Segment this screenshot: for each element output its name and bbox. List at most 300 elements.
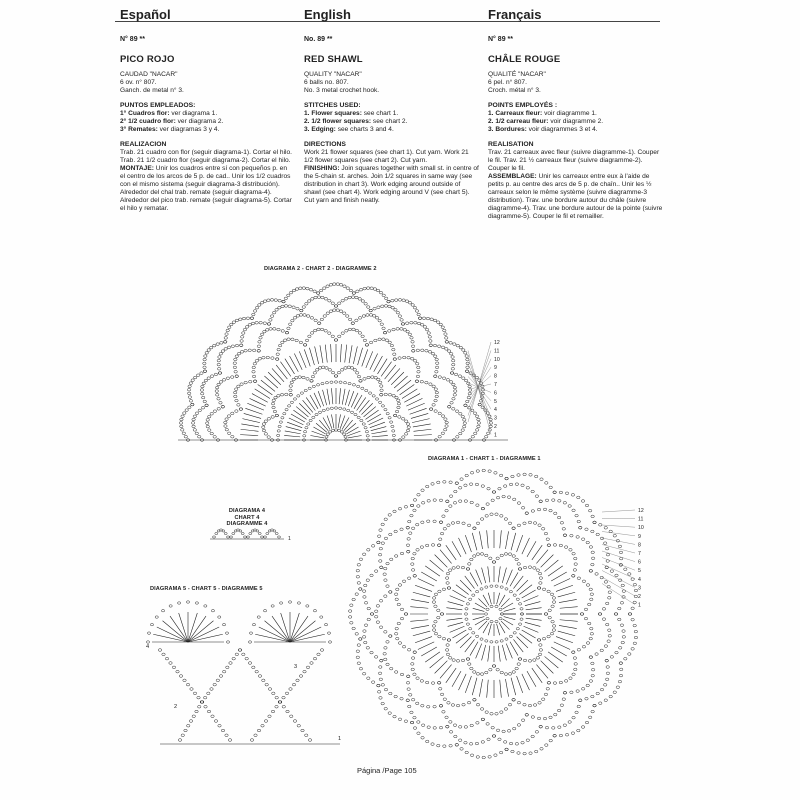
chain-arch [224, 348, 227, 351]
chain-stitch [257, 616, 260, 618]
stitch-item: 2. 1/2 carreau fleur: voir diagramme 2. [488, 118, 604, 125]
double-crochet [319, 420, 328, 431]
chain-arch [309, 288, 312, 291]
chain-arch [521, 719, 524, 722]
chain-arch [341, 332, 344, 335]
chain-arch [467, 701, 470, 704]
chain-arch [476, 504, 479, 507]
chain-arch [477, 422, 480, 425]
chain-arch [411, 345, 414, 348]
chain-arch [431, 352, 434, 355]
chain-arch [473, 527, 476, 530]
chain-stitch [282, 705, 285, 708]
chain-arch [608, 597, 611, 600]
chain-arch [382, 327, 385, 330]
chain-arch [398, 642, 401, 645]
chain-arch [285, 331, 288, 334]
double-crochet [362, 349, 368, 366]
chain-arch [287, 294, 290, 297]
chain-arch [394, 671, 397, 674]
chain-arch [267, 323, 270, 326]
chain-arch [533, 522, 536, 525]
chain-arch [427, 332, 430, 335]
chain-arch [459, 726, 462, 729]
chain-arch [528, 704, 531, 707]
chain-arch [383, 331, 386, 334]
chain-arch [456, 436, 459, 439]
chain-arch [270, 299, 273, 302]
chain-arch [446, 644, 449, 647]
chain-stitch [312, 385, 315, 387]
chain-arch [618, 545, 621, 548]
chain-arch [633, 601, 636, 604]
chain-arch [391, 306, 394, 309]
chain-arch [447, 702, 450, 705]
chain-arch [449, 721, 452, 724]
chain-stitch [203, 696, 206, 699]
chain-stitch [484, 613, 487, 615]
chain-arch [475, 742, 478, 745]
chain-arch [216, 343, 219, 346]
chain-arch [443, 329, 446, 332]
chain-arch [577, 496, 580, 499]
picot-chain [241, 532, 244, 534]
chain-arch [459, 432, 462, 435]
chain-arch [329, 310, 332, 313]
chain-arch [434, 593, 437, 596]
chain-arch [437, 609, 440, 612]
chain-stitch [146, 641, 149, 643]
chain-arch [336, 309, 339, 312]
chain-arch [439, 704, 442, 707]
chain-arch [381, 702, 384, 705]
chain-arch [367, 607, 370, 610]
double-crochet [482, 645, 486, 660]
chain-arch [552, 499, 555, 502]
chain-arch [581, 538, 584, 541]
chain-arch [192, 418, 195, 421]
double-crochet [532, 545, 542, 560]
chain-arch [421, 724, 424, 727]
chain-arch [475, 429, 478, 432]
double-crochet [261, 380, 275, 391]
chain-stitch [500, 586, 503, 588]
double-crochet [285, 431, 301, 434]
chain-arch [489, 557, 492, 560]
chain-stitch [176, 670, 179, 673]
chain-stitch [301, 729, 304, 732]
chain-arch [346, 287, 349, 290]
chain-arch [340, 369, 343, 372]
double-crochet [397, 380, 411, 391]
chain-arch [605, 659, 608, 662]
chain-arch [595, 653, 598, 656]
chain-arch [488, 756, 491, 759]
chain-stitch [226, 641, 229, 643]
chain-arch [432, 597, 435, 600]
chain-arch [427, 726, 430, 729]
chain-arch [539, 644, 542, 647]
chain-stitch [258, 675, 261, 678]
chain-arch [250, 317, 253, 320]
chain-arch [440, 693, 443, 696]
chain-stitch [305, 734, 308, 737]
chain-arch [205, 352, 208, 355]
chain-arch [355, 319, 358, 322]
chain-arch [227, 346, 230, 349]
chart1-row-label: 1 [638, 602, 641, 609]
chain-arch [380, 389, 383, 392]
chain-stitch [469, 628, 472, 630]
chain-arch [180, 418, 183, 421]
chain-arch [449, 381, 452, 384]
chain-arch [252, 370, 255, 373]
page-number: Página /Page 105 [357, 766, 417, 775]
chain-arch [289, 385, 292, 388]
double-crochet [551, 647, 567, 656]
chain-arch [447, 639, 450, 642]
chart1-row-label: 8 [638, 542, 641, 549]
double-crochet [340, 416, 345, 429]
chain-arch [395, 627, 398, 630]
chain-arch [220, 342, 223, 345]
chain-arch [434, 605, 437, 608]
chain-stitch [232, 657, 235, 660]
chain-stitch [186, 601, 189, 603]
material-quality: QUALITY "NACAR" [304, 71, 362, 78]
chain-arch [379, 560, 382, 563]
chain-arch [287, 338, 290, 341]
chain-arch [409, 532, 412, 535]
chain-arch [227, 415, 230, 418]
chain-arch [448, 657, 451, 660]
double-crochet [264, 376, 277, 388]
chain-arch [334, 305, 337, 308]
chain-arch [499, 751, 502, 754]
chain-arch [538, 524, 541, 527]
chain-arch [525, 714, 528, 717]
chain-arch [588, 622, 591, 625]
chain-arch [432, 601, 435, 604]
chain-arch [526, 486, 529, 489]
pattern-name: CHÂLE ROUGE [488, 54, 561, 65]
double-crochet [560, 607, 578, 609]
chain-arch [406, 429, 409, 432]
chain-stitch [315, 413, 318, 415]
chain-arch [382, 294, 385, 297]
directions-heading: DIRECTIONS [304, 141, 346, 148]
chain-arch [505, 748, 508, 751]
chain-arch [521, 507, 524, 510]
chain-arch [404, 506, 407, 509]
chain-arch [384, 647, 387, 650]
chain-stitch [228, 739, 231, 742]
chain-arch [618, 680, 621, 683]
finishing-text: FINISHING: Join squares together with small st. in centre of the 5-chain st. arches. Join 1/2 squares in same way (see distribution in chart 3). Work edging around outside of shawl (see chart 4). Work edging around V (see chart 5). Cut yarn and finish neatly. [304, 165, 479, 204]
double-crochet [504, 608, 516, 611]
chain-arch [394, 555, 397, 558]
chart1-row-label: 5 [638, 568, 641, 575]
double-crochet [556, 585, 573, 591]
chain-arch [334, 339, 337, 342]
chain-arch [460, 748, 463, 751]
chain-arch [490, 712, 493, 715]
chain-arch [387, 300, 390, 303]
chain-arch [586, 541, 589, 544]
chain-arch [454, 735, 457, 738]
chain-arch [252, 349, 255, 352]
double-crochet [465, 535, 471, 552]
chain-arch [432, 404, 435, 407]
double-crochet [331, 388, 332, 404]
chain-stitch [207, 710, 210, 713]
double-crochet [310, 395, 318, 409]
chain-arch [449, 481, 452, 484]
chain-arch [271, 416, 274, 419]
chain-arch [443, 527, 446, 530]
chain-arch [456, 521, 459, 524]
chart1-row-label: 2 [638, 594, 641, 600]
chain-arch [331, 335, 334, 338]
chain-arch [448, 569, 451, 572]
chain-arch [400, 528, 403, 531]
double-crochet [342, 389, 345, 405]
chain-arch [386, 663, 389, 666]
double-crochet [488, 646, 490, 662]
chain-arch [577, 648, 580, 651]
chain-arch [384, 537, 387, 540]
picot-chain [224, 532, 227, 534]
material-hook: Ganch. de metal n° 3. [120, 87, 184, 94]
chart2-row-label: 11 [494, 348, 500, 355]
chain-arch [233, 362, 236, 365]
chain-arch [235, 410, 238, 413]
chain-arch [242, 332, 245, 335]
chain-arch [533, 659, 536, 662]
chain-arch [446, 653, 449, 656]
chain-stitch [327, 632, 330, 634]
chain-arch [259, 336, 262, 339]
double-crochet [327, 416, 332, 429]
chain-arch [425, 328, 428, 331]
chain-arch [445, 716, 448, 719]
chain-arch [384, 707, 387, 710]
chain-arch [386, 585, 389, 588]
chain-arch [284, 305, 287, 308]
picot-chain [227, 536, 230, 538]
chain-arch [416, 549, 419, 552]
material-hook: No. 3 metal crochet hook. [304, 87, 380, 94]
double-crochet [479, 531, 482, 549]
chain-arch [432, 385, 435, 388]
chart2-row-label: 2 [494, 424, 497, 430]
stitches-heading: STITCHES USED: [304, 102, 361, 109]
chain-arch [416, 702, 419, 705]
chain-arch [245, 326, 248, 329]
chain-arch [202, 382, 205, 385]
chart5-row-label: 2 [174, 704, 178, 710]
chain-arch [634, 636, 637, 639]
chain-arch [542, 588, 545, 591]
chain-arch [262, 429, 265, 432]
chain-arch [396, 328, 399, 331]
chain-stitch [293, 398, 296, 400]
chain-arch [456, 344, 459, 347]
pattern-name: PICO ROJO [120, 54, 175, 65]
chain-arch [595, 573, 598, 576]
chain-stitch [490, 585, 493, 587]
chain-arch [413, 575, 416, 578]
double-crochet [517, 580, 528, 591]
chain-arch [416, 375, 419, 378]
chain-arch [622, 636, 625, 639]
chain-arch [496, 668, 499, 671]
chain-arch [417, 313, 420, 316]
chain-arch [378, 672, 381, 675]
chain-arch [531, 490, 534, 493]
double-crochet [303, 400, 313, 412]
chain-arch [331, 302, 334, 305]
chain-arch [443, 745, 446, 748]
chain-arch [602, 618, 605, 621]
chain-arch [475, 415, 478, 418]
chain-arch [439, 521, 442, 524]
chain-arch [185, 409, 188, 412]
chain-arch [195, 412, 198, 415]
chain-arch [537, 508, 540, 511]
chain-arch [553, 682, 556, 685]
chain-arch [362, 590, 365, 593]
chain-arch [213, 436, 216, 439]
chain-arch [364, 584, 367, 587]
chain-arch [266, 356, 269, 359]
chain-arch [204, 379, 207, 382]
chain-stitch [520, 618, 523, 620]
double-crochet [242, 419, 260, 423]
chain-arch [496, 496, 499, 499]
chain-arch [528, 521, 531, 524]
chain-arch [410, 504, 413, 507]
chain-arch [232, 321, 235, 324]
double-crochet [391, 372, 404, 385]
chain-stitch [330, 381, 333, 383]
chain-arch [417, 322, 420, 325]
chain-stitch [364, 427, 367, 429]
double-crochet [505, 531, 508, 549]
chain-arch [234, 358, 237, 361]
material-balls: 6 pel. n° 807. [488, 79, 527, 86]
chain-arch [543, 717, 546, 720]
double-crochet [381, 362, 391, 377]
chain-arch [394, 632, 397, 635]
chain-stitch [181, 734, 184, 737]
double-crochet [413, 631, 430, 636]
chain-arch [608, 629, 611, 632]
chain-arch [181, 415, 184, 418]
chain-arch [416, 523, 419, 526]
chain-arch [413, 360, 416, 363]
chain-arch [384, 579, 387, 582]
chain-arch [557, 709, 560, 712]
chain-arch [400, 319, 403, 322]
chain-stitch [204, 605, 207, 607]
double-crochet [506, 644, 512, 659]
chain-arch [310, 332, 313, 335]
chain-arch [508, 553, 511, 556]
double-crochet [415, 637, 432, 643]
chain-arch [550, 593, 553, 596]
chain-arch [608, 635, 611, 638]
chart1-row-label: 10 [638, 525, 644, 532]
chain-stitch [480, 588, 483, 590]
chain-stitch [354, 413, 357, 415]
chain-arch [436, 362, 439, 365]
chain-arch [285, 393, 288, 396]
chain-stitch [469, 598, 472, 600]
chain-arch [512, 698, 515, 701]
chain-arch [207, 349, 210, 352]
material-quality: QUALITÉ "NACAR" [488, 71, 546, 78]
chain-arch [604, 645, 607, 648]
chain-arch [255, 306, 258, 309]
chain-arch [559, 734, 562, 737]
chain-stitch [361, 387, 364, 389]
double-crochet [554, 642, 570, 650]
double-crochet [522, 674, 530, 690]
chain-arch [452, 659, 455, 662]
chain-arch [253, 380, 256, 383]
chain-arch [366, 314, 369, 317]
chain-arch [235, 375, 238, 378]
chain-arch [202, 396, 205, 399]
double-crochet [459, 538, 467, 554]
chain-arch [413, 727, 416, 730]
chain-arch [563, 534, 566, 537]
chain-stitch [388, 417, 391, 419]
chain-arch [384, 688, 387, 691]
chain-stitch [165, 657, 168, 660]
chain-arch [189, 400, 192, 403]
double-crochet [310, 435, 324, 437]
double-crochet [338, 414, 340, 428]
double-crochet [460, 580, 471, 591]
chain-arch [308, 335, 311, 338]
double-crochet [315, 346, 319, 364]
chain-arch [207, 377, 210, 380]
chain-arch [446, 725, 449, 728]
double-crochet [418, 579, 434, 587]
chain-arch [364, 624, 367, 627]
chain-arch [358, 317, 361, 320]
double-crochet [465, 676, 471, 693]
picot-chain [230, 536, 233, 538]
chain-arch [496, 729, 499, 732]
chain-arch [363, 287, 366, 290]
chain-arch [359, 588, 362, 591]
fan-stitch [188, 634, 223, 642]
chain-arch [400, 697, 403, 700]
chain-arch [278, 306, 281, 309]
chain-arch [272, 399, 275, 402]
double-crochet [255, 389, 270, 399]
chain-arch [295, 376, 298, 379]
chain-stitch [375, 398, 378, 400]
chain-arch [402, 299, 405, 302]
chain-arch [400, 552, 403, 555]
chain-arch [181, 429, 184, 432]
chain-arch [453, 502, 456, 505]
chain-stitch [184, 729, 187, 732]
